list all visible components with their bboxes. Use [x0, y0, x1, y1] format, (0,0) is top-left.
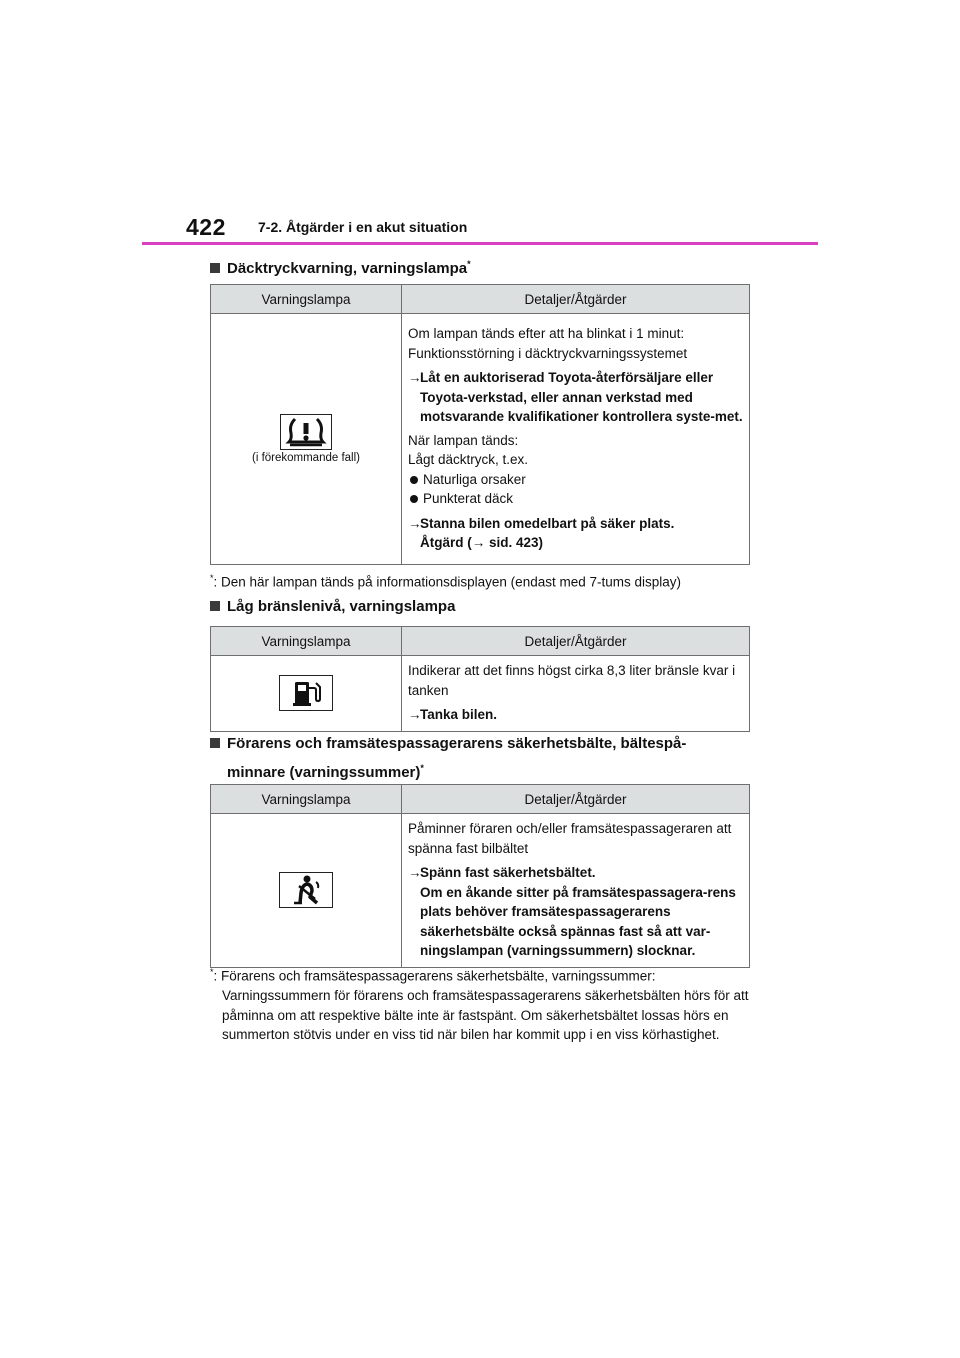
column-header-details: Detaljer/Åtgärder [402, 285, 750, 314]
action-line [408, 514, 743, 553]
column-header-lamp: Varningslampa [211, 785, 402, 814]
details-cell [402, 656, 750, 732]
arrow-icon: → [408, 865, 422, 880]
action-line [408, 863, 743, 961]
bullet-dot-icon [410, 495, 418, 503]
details-cell [402, 314, 750, 565]
bullet-item [408, 470, 743, 490]
detail-text: När lampan tänds: [408, 432, 519, 448]
footnote-marker: * [467, 259, 471, 269]
table-header-row [211, 285, 750, 314]
table-row [211, 314, 750, 565]
table-header-row [211, 627, 750, 656]
details-cell [402, 814, 750, 968]
table-row [211, 656, 750, 732]
detail-text: Lågt däcktryck, t.ex. [408, 452, 529, 468]
chapter-title: 7-2. Åtgärder i en akut situation [258, 219, 468, 235]
icon-caption: (i förekommande fall) [251, 452, 360, 464]
action-text [420, 863, 743, 961]
bullet-text: Naturliga orsaker [423, 471, 526, 487]
heading-square-marker [210, 601, 220, 611]
arrow-icon: → [408, 707, 422, 722]
table-header-row [211, 785, 750, 814]
heading-square-marker [210, 738, 220, 748]
footnote-star: * [210, 573, 214, 583]
bullet-item [408, 489, 743, 509]
detail-paragraph [408, 324, 743, 363]
column-header-details: Detaljer/Åtgärder [402, 785, 750, 814]
footnote-marker: * [420, 763, 424, 773]
footnote-body: Varningssummern för förarens och framsätespassagerarens säkerhetsbälten hörs för att påminna om att respektive bälte inte är fastspänt. Om säkerhetsbältet lossas hörs en summerton stötvis under en viss tid när bilen har kommit upp i en viss körhastighet. [222, 988, 749, 1042]
column-header-lamp: Varningslampa [211, 285, 402, 314]
column-header-lamp: Varningslampa [211, 627, 402, 656]
fuel-pump-icon [279, 675, 333, 711]
action-text-line: Åtgärd (→ sid. 423) [420, 535, 544, 551]
footnote-seatbelt [210, 963, 750, 1045]
heading-text: Förarens och framsätespassagerarens säkerhetsbälte, bältespå- [227, 735, 687, 752]
bullet-dot-icon [410, 476, 418, 484]
lamp-icon-cell [211, 314, 402, 565]
footnote-tire-pressure [210, 569, 750, 592]
detail-text: Om lampan tänds efter att ha blinkat i 1 minut: [408, 326, 685, 342]
section-heading-seatbelt [210, 731, 686, 785]
footnote-text: : Förarens och framsätespassagerarens säkerhetsbälte, varningssummer: [213, 968, 656, 984]
tire-pressure-warning-icon [280, 414, 332, 450]
bullet-text: Punkterat däck [423, 491, 514, 507]
fuel-table [210, 626, 750, 732]
action-text-rest: Om en åkande sitter på framsätespassagera-rens plats behöver framsätespassagerarens säkerhetsbälte också spännas fast så att var-ningslampan (varningssummern) slocknar. [420, 884, 736, 958]
lamp-icon-cell [211, 814, 402, 968]
column-header-details: Detaljer/Åtgärder [402, 627, 750, 656]
tire-pressure-table [210, 284, 750, 565]
detail-paragraph [408, 431, 743, 509]
heading-text: minnare (varningssummer) [227, 764, 421, 781]
seatbelt-table [210, 784, 750, 968]
heading-text: Låg bränslenivå, varningslampa [227, 598, 456, 615]
action-text-line: Stanna bilen omedelbart på säker plats. [420, 515, 675, 531]
action-text: Låt en auktoriserad Toyota-återförsäljare eller Toyota-verkstad, eller annan verkstad med motsvarande kvalifikationer kontrollera syste-met. [420, 370, 743, 425]
detail-text: Påminner föraren och/eller framsätespassageraren att spänna fast bilbältet [408, 821, 732, 856]
section-heading-tire-pressure [210, 252, 471, 281]
detail-text: Indikerar att det finns högst cirka 8,3 liter bränsle kvar i tanken [408, 663, 736, 698]
action-line [408, 368, 743, 427]
section-heading-fuel [210, 594, 455, 619]
footnote-text: : Den här lampan tänds på informationsdisplayen (endast med 7-tums display) [213, 574, 682, 590]
lamp-icon-cell [211, 656, 402, 732]
page-number: 422 [186, 214, 226, 240]
action-text [420, 514, 674, 553]
table-row [211, 814, 750, 968]
heading-text: Däcktryckvarning, varningslampa [227, 260, 468, 277]
seatbelt-reminder-icon [279, 872, 333, 908]
footnote-star: * [210, 967, 214, 977]
heading-square-marker [210, 263, 220, 273]
header-rule [142, 242, 818, 245]
arrow-icon: → [408, 515, 422, 531]
footnote-first-line [210, 963, 750, 986]
action-line [408, 705, 743, 725]
detail-text: Funktionsstörning i däcktryckvarningssystemet [408, 345, 688, 361]
action-text-line: Spänn fast säkerhetsbältet. [420, 865, 596, 880]
arrow-icon: → [408, 370, 422, 386]
action-text: Tanka bilen. [420, 707, 498, 722]
